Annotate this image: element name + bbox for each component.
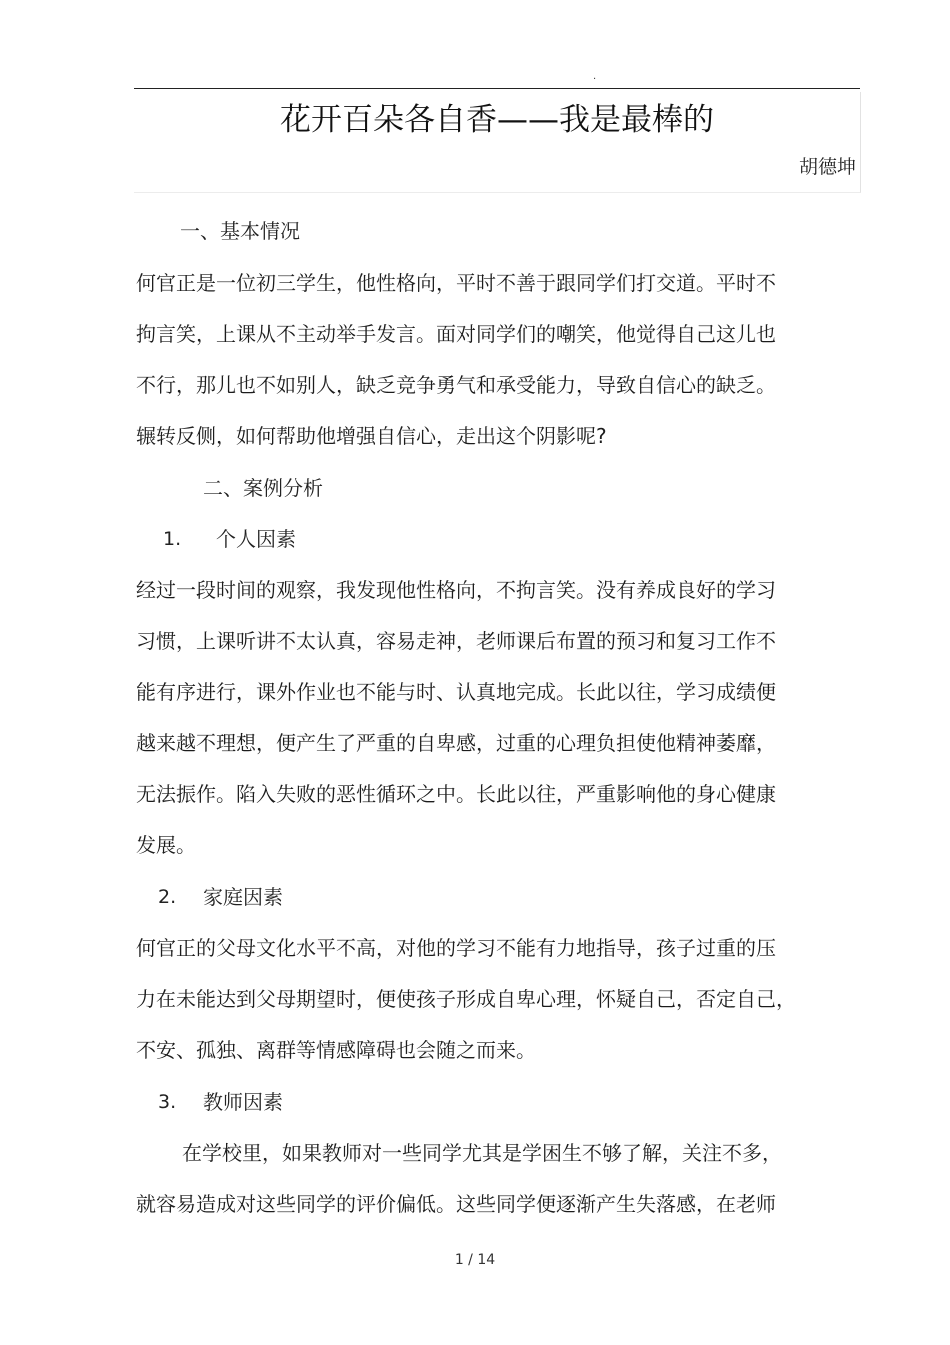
subsection-number: 2.	[158, 886, 177, 908]
page-number: 1 / 14	[454, 1252, 496, 1268]
subsection-heading-family: 家庭因素	[203, 885, 283, 909]
paragraph-line: 经过一段时间的观察，我发现他性格向，不拘言笑。没有养成良好的学习	[136, 578, 776, 602]
author-name: 胡德坤	[798, 156, 856, 178]
paragraph-line: 无法振作。陷入失败的恶性循环之中。长此以往，严重影响他的身心健康	[136, 782, 776, 806]
subsection-number: 3.	[158, 1091, 177, 1113]
paragraph-line: 力在未能达到父母期望时，便使孩子形成自卑心理，怀疑自己，否定自己，	[136, 987, 796, 1011]
paragraph-line: 何官正的父母文化水平不高，对他的学习不能有力地指导，孩子过重的压	[136, 936, 776, 960]
paragraph-line: 越来越不理想，便产生了严重的自卑感，过重的心理负担使他精神萎靡，	[136, 731, 776, 755]
paragraph-line: 不行，那儿也不如别人，缺乏竞争勇气和承受能力，导致自信心的缺乏。	[136, 373, 776, 397]
title-block	[134, 92, 861, 193]
section-heading-analysis: 二、案例分析	[203, 476, 323, 500]
paragraph-line: 能有序进行，课外作业也不能与时、认真地完成。长此以往，学习成绩便	[136, 680, 776, 704]
paragraph-line: 何官正是一位初三学生，他性格向，平时不善于跟同学们打交道。平时不	[136, 271, 776, 295]
paragraph-line: 就容易造成对这些同学的评价偏低。这些同学便逐渐产生失落感，在老师	[136, 1192, 776, 1216]
paragraph-line: 发展。	[136, 833, 196, 857]
section-heading-basic: 一、基本情况	[180, 219, 300, 243]
document-title: 花开百朵各自香——我是最棒的	[280, 102, 714, 138]
header-rule	[134, 88, 860, 89]
subsection-heading-personal: 个人因素	[216, 527, 296, 551]
subsection-number: 1.	[163, 528, 182, 550]
header-dot: .	[593, 71, 597, 82]
paragraph-line: 不安、孤独、离群等情感障碍也会随之而来。	[136, 1038, 536, 1062]
paragraph-line: 在学校里，如果教师对一些同学尤其是学困生不够了解，关注不多，	[182, 1141, 782, 1165]
paragraph-line: 辗转反侧，如何帮助他增强自信心，走出这个阴影呢?	[136, 424, 607, 448]
subsection-heading-teacher: 教师因素	[203, 1090, 283, 1114]
paragraph-line: 习惯，上课听讲不太认真，容易走神，老师课后布置的预习和复习工作不	[136, 629, 776, 653]
paragraph-line: 拘言笑，上课从不主动举手发言。面对同学们的嘲笑，他觉得自己这儿也	[136, 322, 776, 346]
